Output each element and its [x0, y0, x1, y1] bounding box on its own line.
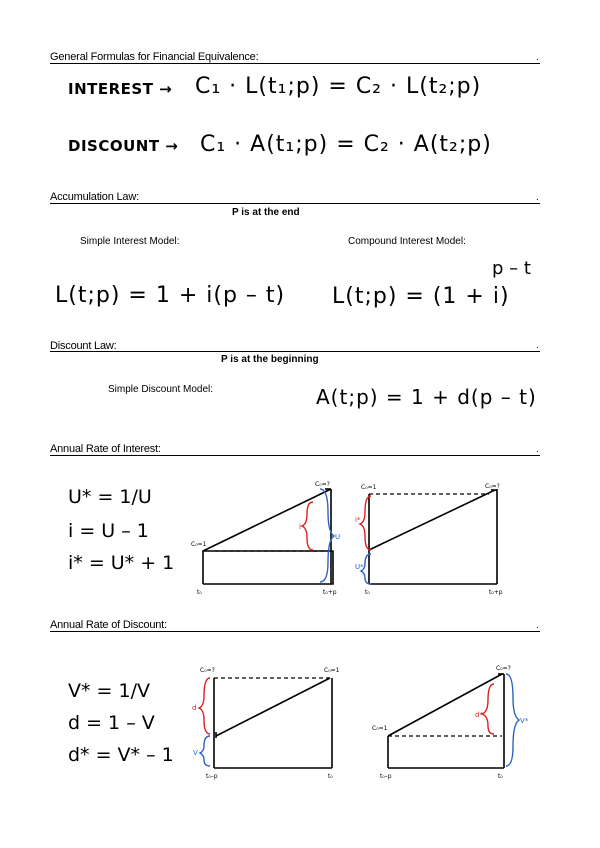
discount-left-brace-red	[199, 678, 210, 734]
interest-right-bottom-left: t₀	[365, 589, 370, 596]
discount-left-brace-blue	[200, 736, 210, 766]
interest-left-mid-label: C₀=1	[191, 541, 207, 548]
discount-right-diagonal	[388, 674, 502, 736]
discount-diagram-left	[190, 660, 350, 784]
interest-left-brace-blue	[320, 489, 334, 582]
discount-right-bottom-right: t₀	[498, 773, 503, 780]
discount-law-heading: Discount Law:	[50, 340, 117, 352]
discount-formula: C₁ · A(t₁;p) = C₂ · A(t₂;p)	[200, 132, 492, 157]
interest-eq-1: U* = 1/U	[68, 486, 152, 508]
interest-eq-3: i* = U* + 1	[68, 552, 175, 574]
interest-left-bottom-right: t₀+p	[323, 589, 337, 596]
general-rule	[50, 63, 540, 64]
discount-eq-1: V* = 1/V	[68, 680, 150, 702]
discount-diagram-right	[368, 660, 533, 784]
discount-left-bottom-left: t₀–p	[206, 773, 218, 780]
discount-eq-3: d* = V* – 1	[68, 744, 174, 766]
annual-discount-rule	[50, 631, 540, 632]
simple-discount-formula: A(t;p) = 1 + d(p – t)	[316, 385, 537, 409]
interest-left-red-label: i	[299, 523, 301, 531]
interest-right-bottom-right: t₀+p	[489, 589, 503, 596]
interest-right-top-right: C₀=?	[485, 483, 500, 490]
accumulation-heading: Accumulation Law:	[50, 191, 139, 203]
discount-right-red-label: d*	[475, 711, 483, 719]
discount-law-note: P is at the beginning	[221, 354, 319, 365]
discount-eq-2: d = 1 – V	[68, 712, 155, 734]
discount-right-top-right: C₀=?	[496, 665, 511, 672]
compound-exponent: p – t	[492, 258, 531, 279]
interest-diagram-left	[185, 474, 355, 598]
interest-left-blue-label: U	[335, 533, 341, 541]
discount-right-brace-red	[482, 684, 494, 734]
discount-right-bottom-left: t₀–p	[380, 773, 392, 780]
interest-eq-2: i = U – 1	[68, 520, 149, 542]
annual-interest-rule	[50, 455, 540, 456]
interest-left-bottom-left: t₀	[197, 589, 202, 596]
simple-discount-label: Simple Discount Model:	[108, 384, 214, 395]
simple-interest-label: Simple Interest Model:	[80, 236, 180, 247]
annual-interest-heading: Annual Rate of Interest:	[50, 443, 161, 455]
interest-left-diagonal	[203, 489, 331, 551]
discount-left-diagonal	[216, 678, 330, 736]
simple-interest-formula: L(t;p) = 1 + i(p – t)	[55, 283, 286, 308]
interest-diagram-right	[355, 474, 530, 598]
discount-law-rule	[50, 351, 540, 352]
annual-discount-heading: Annual Rate of Discount:	[50, 619, 167, 631]
discount-left-red-label: d	[192, 704, 197, 712]
discount-left-top-right: C₀=1	[324, 667, 340, 674]
interest-right-blue-label: U*	[355, 563, 364, 571]
discount-left-blue-label: V	[193, 749, 198, 757]
interest-right-top-left: C₀=1	[361, 484, 377, 491]
interest-right-red-label: i*	[355, 516, 361, 524]
interest-label: INTEREST →	[68, 80, 173, 98]
discount-label: DISCOUNT →	[68, 137, 179, 155]
discount-left-top-left: C₀=?	[200, 667, 215, 674]
discount-right-mid-label: C₀=1	[372, 725, 388, 732]
interest-left-base-rect	[203, 551, 333, 584]
interest-formula: C₁ · L(t₁;p) = C₂ · L(t₂;p)	[195, 74, 482, 99]
discount-right-blue-label: V*	[520, 717, 529, 725]
interest-right-diagonal	[369, 490, 495, 550]
general-heading: General Formulas for Financial Equivalence:	[50, 51, 259, 63]
discount-left-bottom-right: t₀	[328, 773, 333, 780]
compound-interest-formula: L(t;p) = (1 + i)	[332, 284, 510, 309]
compound-interest-label: Compound Interest Model:	[348, 236, 466, 247]
accumulation-rule	[50, 203, 540, 204]
accumulation-note: P is at the end	[232, 207, 300, 218]
interest-left-brace-red	[302, 502, 313, 550]
interest-left-top-label: C₀=?	[315, 481, 330, 488]
discount-right-brace-blue	[506, 674, 519, 766]
